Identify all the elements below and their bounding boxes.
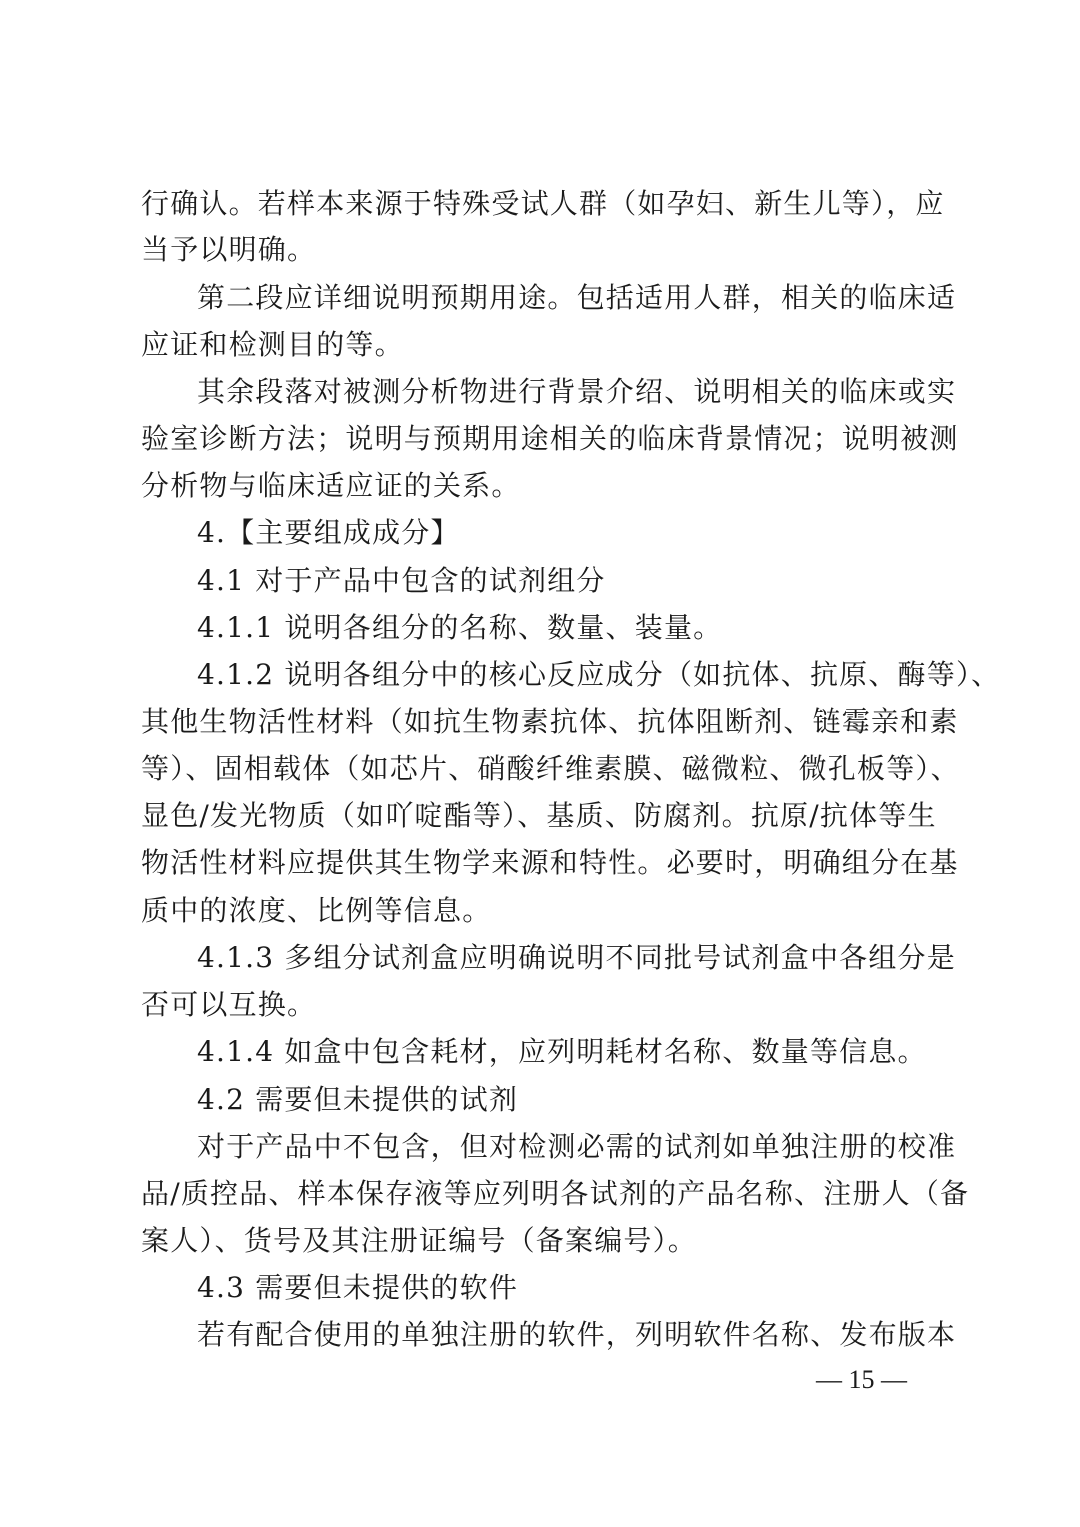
text-line: 案人）、货号及其注册证编号（备案编号）。 [141,1224,698,1257]
text-line: 应证和检测目的等。 [141,328,404,361]
text-line: 4.1.2 说明各组分中的核心反应成分（如抗体、抗原、酶等）、 [197,658,1001,691]
subsection-heading: 4.3 需要但未提供的软件 [197,1271,519,1304]
subsection-heading: 4.1 对于产品中包含的试剂组分 [197,564,606,597]
text-line: 4.1.3 多组分试剂盒应明确说明不同批号试剂盒中各组分是 [197,941,956,974]
text-line: 物活性材料应提供其生物学来源和特性。必要时，明确组分在基 [141,846,959,879]
text-line: 验室诊断方法；说明与预期用途相关的临床背景情况；说明被测 [141,422,959,455]
text-line: 等）、固相载体（如芯片、硝酸纤维素膜、磁微粒、微孔板等）、 [141,752,960,785]
text-line: 其余段落对被测分析物进行背景介绍、说明相关的临床或实 [197,375,957,408]
text-line: 4.1.4 如盒中包含耗材，应列明耗材名称、数量等信息。 [197,1035,927,1068]
subsection-heading: 4.2 需要但未提供的试剂 [197,1083,519,1116]
text-line: 行确认。若样本来源于特殊受试人群（如孕妇、新生儿等），应 [141,187,945,220]
text-line: 品/质控品、样本保存液等应列明各试剂的产品名称、注册人（备 [141,1177,970,1210]
text-line: 分析物与临床适应证的关系。 [141,469,521,502]
text-line: 其他生物活性材料（如抗生物素抗体、抗体阻断剂、链霉亲和素 [141,705,959,738]
text-line: 显色/发光物质（如吖啶酯等）、基质、防腐剂。抗原/抗体等生 [141,799,937,832]
text-line: 4.1.1 说明各组分的名称、数量、装量。 [197,611,723,644]
page-number: — 15 — [816,1365,907,1394]
text-line: 否可以互换。 [141,988,317,1021]
text-line: 质中的浓度、比例等信息。 [141,894,492,927]
text-line: 第二段应详细说明预期用途。包括适用人群，相关的临床适 [197,281,957,314]
text-line: 当予以明确。 [141,233,317,266]
text-line: 对于产品中不包含，但对检测必需的试剂如单独注册的校准 [197,1130,957,1163]
text-line: 若有配合使用的单独注册的软件，列明软件名称、发布版本 [197,1318,957,1351]
section-heading: 4.【主要组成成分】 [197,516,460,549]
